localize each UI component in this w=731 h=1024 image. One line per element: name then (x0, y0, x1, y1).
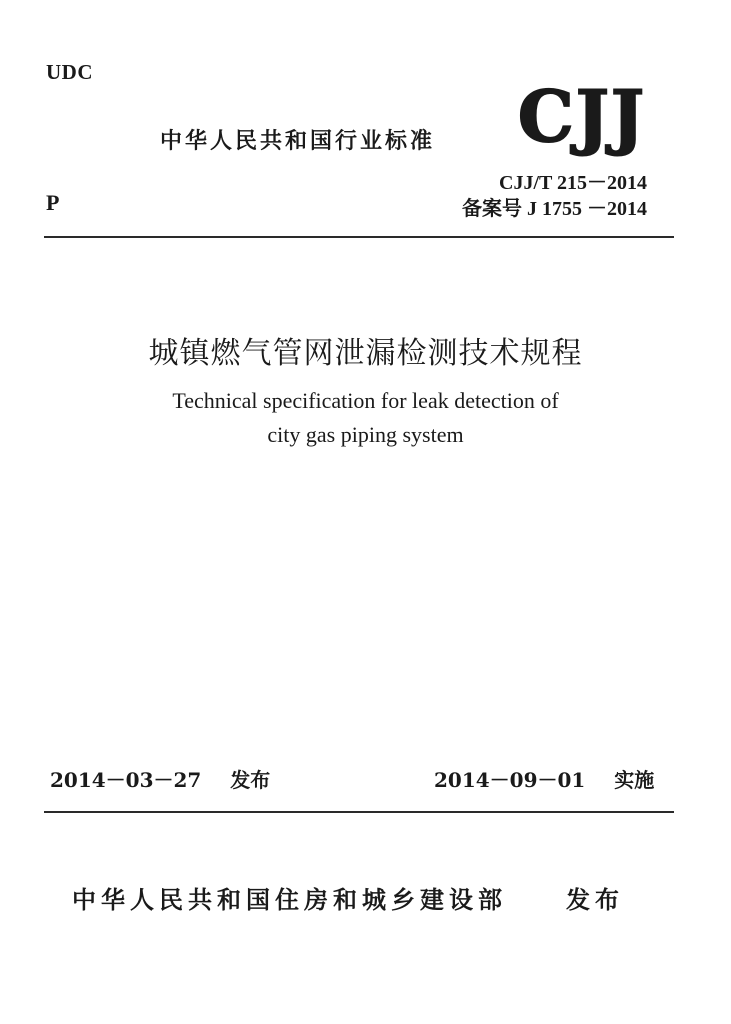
title-english-line1: Technical specification for leak detection of (172, 388, 559, 413)
issue-label: 发布 (230, 768, 271, 792)
implementation-label: 实施 (614, 768, 655, 792)
udc-label: UDC (46, 60, 93, 84)
implementation-date: 2014－09－01 (434, 768, 586, 792)
implementation-date-block (434, 764, 654, 793)
classification-label: P (46, 190, 60, 215)
record-number: 备案号 J 1755 －2014 (462, 198, 647, 220)
title-english-line2: city gas piping system (267, 422, 464, 447)
industry-standard-heading: 中华人民共和国行业标准 (160, 129, 436, 154)
bottom-divider (44, 811, 674, 813)
title-chinese: 城镇燃气管网泄漏检测技术规程 (148, 336, 583, 371)
title-english (0, 384, 731, 452)
cjj-logo: CJJ (518, 75, 646, 158)
publisher-action: 发布 (566, 886, 624, 914)
standard-number: CJJ/T 215－2014 (499, 172, 647, 194)
top-divider (44, 236, 674, 238)
issue-date: 2014－03－27 (50, 768, 202, 792)
issue-date-block (50, 764, 270, 793)
standard-numbers (462, 170, 647, 222)
publisher-name: 中华人民共和国住房和城乡建设部 (72, 886, 507, 914)
